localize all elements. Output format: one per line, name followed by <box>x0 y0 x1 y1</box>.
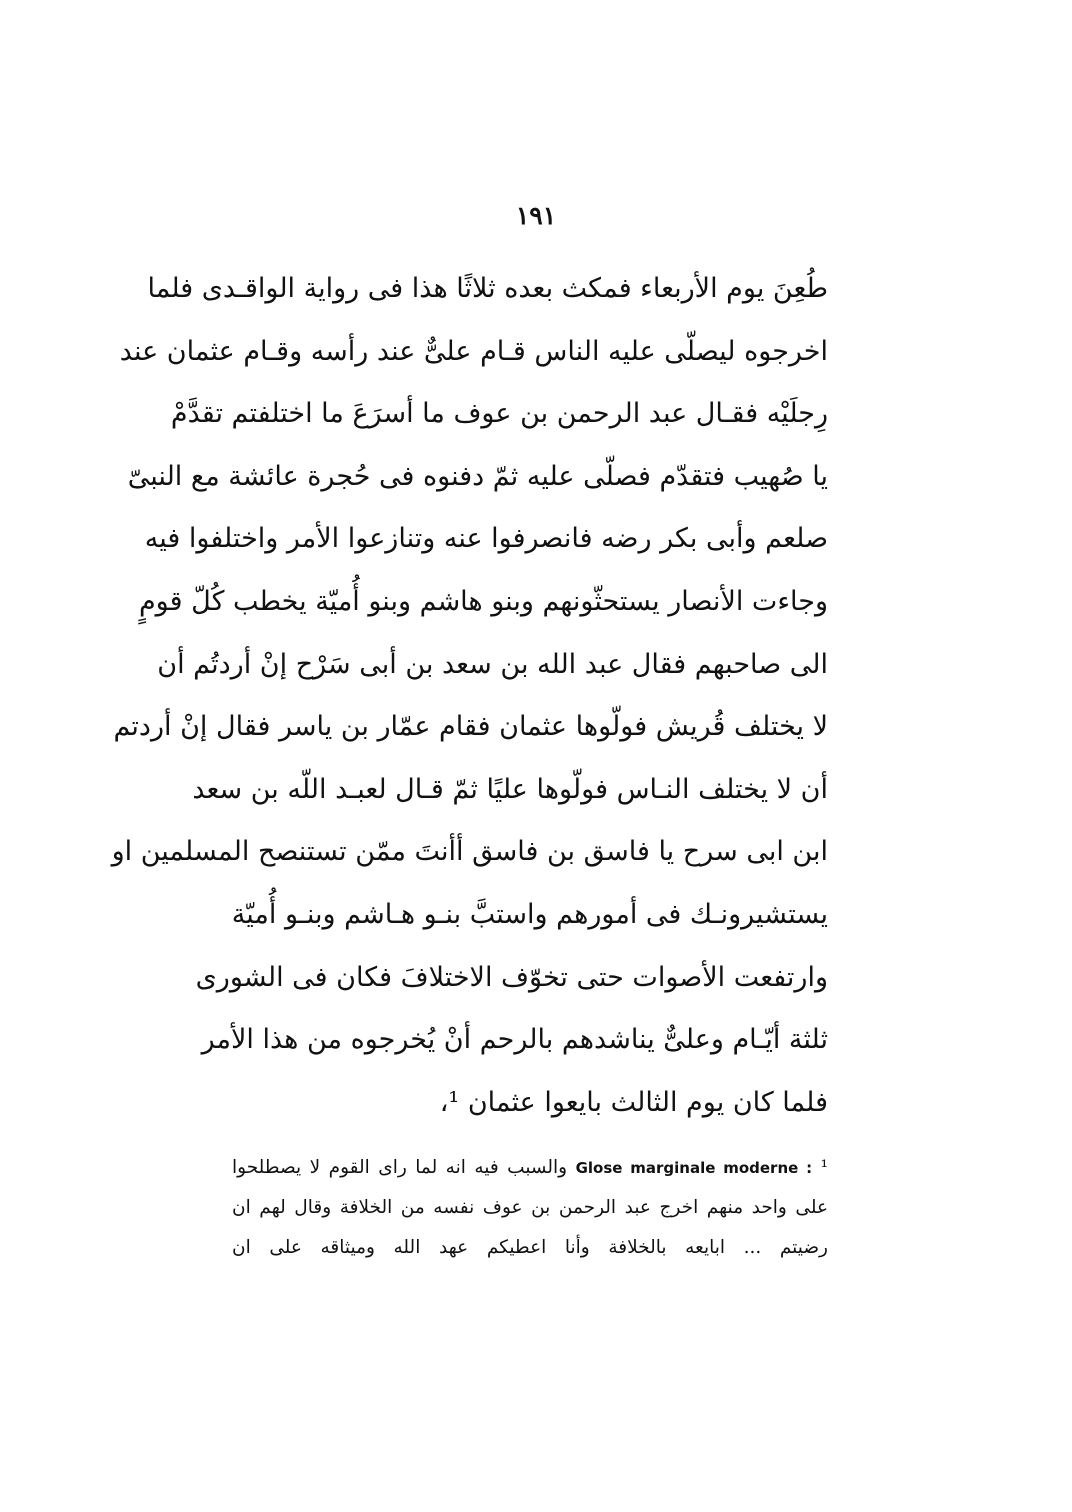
footnote-text-first: والسبب فيه انه لما راى القوم لا يصطلحوا <box>232 1157 568 1178</box>
body-text <box>111 258 828 1134</box>
footnote-line: رضيتم ... ابايعه بالخلافة وأنا اعطيكم عهد الله وميثاقه على ان <box>232 1237 828 1258</box>
text-line: رِجلَيْه فقـال عبد الرحمن بن عوف ما أسرَعَ ما اختلفتم تقدَّمْ <box>170 398 828 430</box>
text-line: يا صُهيب فتقدّم فصلّى عليه ثمّ دفنوه فى حُجرة عائشة مع النبىّ <box>127 460 828 492</box>
text-line: الى صاحبهم فقال عبد الله بن سعد بن أبى سَرْح إنْ أردتُم أن <box>157 648 828 680</box>
text-line: لا يختلف قُريش فولّوها عثمان فقام عمّار بن ياسر فقال إنْ أردتم <box>113 711 828 743</box>
footnote-marker: ¹ <box>820 1157 828 1178</box>
text-line: يستشيرونـك فى أمورهم واستبَّ بنـو هـاشم وبنـو أُميّة <box>231 898 828 930</box>
text-line: وارتفعت الأصوات حتى تخوّف الاختلافَ فكان فى الشورى <box>195 961 828 993</box>
footnote-line <box>232 1148 828 1188</box>
text-line-last: فلما كان يوم الثالث بايعوا عثمان ¹، <box>439 1086 828 1118</box>
text-line: وجاءت الأنصار يستحثّونهم وبنو هاشم وبنو أُميّة يخطب كُلّ قومٍ <box>138 585 828 617</box>
footnote <box>232 1148 828 1268</box>
text-line: أن لا يختلف النـاس فولّوها عليًا ثمّ قـال لعبـد اللّه بن سعد <box>192 773 828 805</box>
footnote-label: Glose marginale moderne : <box>575 1159 813 1177</box>
footnote-line: على واحد منهم اخرج عبد الرحمن بن عوف نفسه من الخلافة وقال لهم ان <box>232 1197 828 1218</box>
text-line: ابن ابى سرح يا فاسق بن فاسق أأنتَ ممّن تستنصح المسلمين او <box>111 836 828 868</box>
text-line: صلعم وأبى بكر رضه فانصرفوا عنه وتنازعوا الأمر واختلفوا فيه <box>144 523 828 555</box>
page-number: ١٩١ <box>515 201 557 230</box>
text-line: اخرجوه ليصلّى عليه الناس قـام علىٌّ عند رأسه وقـام عثمان عند <box>119 335 828 367</box>
text-line: طُعِنَ يوم الأربعاء فمكث بعده ثلاثًا هذا فى رواية الواقـدى فلما <box>147 273 828 304</box>
text-line: ثلثة أيّـام وعلىٌّ يناشدهم بالرحم أنْ يُخرجوه من هذا الأمر <box>201 1024 828 1056</box>
